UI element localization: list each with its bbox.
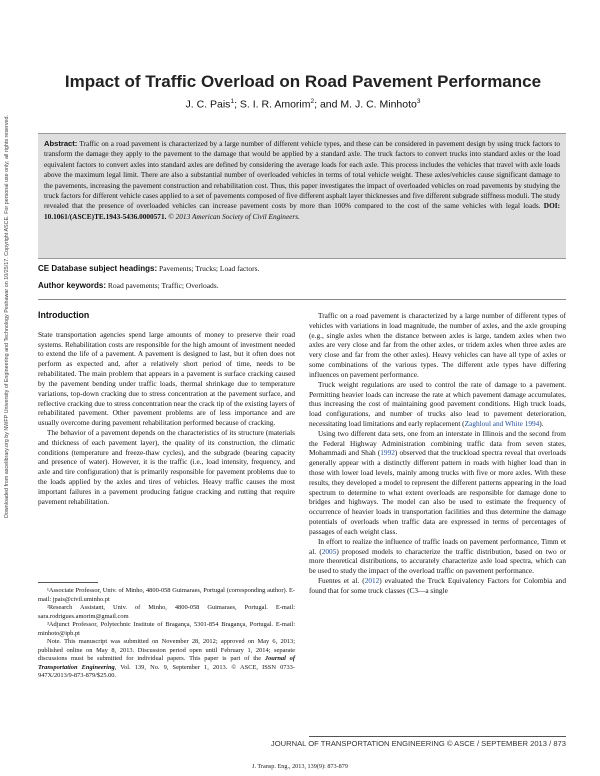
citation-link[interactable]: 1992 — [380, 448, 395, 458]
journal-name: Journal of Transportation Engineering — [38, 655, 295, 671]
footnotes — [38, 582, 295, 681]
paragraph: Fuentes et al. (2012) evaluated the Truck Equivalency Factors for Colombia and found that for some truck classes (C3—a single — [309, 575, 566, 595]
paragraph: In effort to realize the influence of traffic loads on pavement performance, Timm et al. (2005) proposed models to characterize the traffic distribution, based on two or more theoretical distributions, to accurately characterize axle load spectra, which can be used to study the impact of the overload traffic on pavement performance. — [309, 536, 566, 576]
footer-rule — [309, 736, 566, 737]
citation-line: J. Transp. Eng., 2013, 139(9): 873-879 — [252, 763, 348, 770]
paragraph: Using two different data sets, one from an interstate in Illinois and the second from the Federal Highway Administration combining traffic data from seven states, Mohammadi and Shah (1992) observed that the truckload spectra reveal that overloads generally appear with a distinctly different pattern in roads with higher load than in those with lower load levels, mainly among trucks with five or more axles. With these results, they developed a model to represent the different patterns appearing in the load spectrum to determine to what extent overloads are responsible for damage done to bridges and highways. The model can also be used to estimate the frequency of occurrence of heavier loads in transportation facilities and thus determine the damage potentials of overloads when traffic data are expressed in terms of percentages of passages of each weight class. — [309, 428, 566, 536]
author-list: J. C. Pais$^1$; S. I. R. Amorim$^2$; and M. J. C. Minhoto$^3$ — [185, 98, 421, 111]
footnote: ²Research Assistant, Univ. of Minho, 4800-058 Guimaraes, Portugal. E-mail: sara.rodrigues.amorim@gmail.com — [38, 604, 295, 620]
doi-link[interactable]: DOI: 10.1061/(ASCE)TE.1943-5436.0000571. — [44, 201, 561, 221]
right-column — [309, 311, 566, 596]
author-name: J. C. Pais — [185, 98, 231, 111]
paragraph: Truck weight regulations are used to control the rate of damage to a pavement. Permitting heavier loads can increase the rate at which pavement damage accumulates, thus increasing the cost of maintaining good pavement conditions. High truck loads, load configurations, and number of trucks also lead to pavement deterioration, necessitating load limitations and early replacement (Zaghloul and White 1994). — [309, 379, 566, 428]
paper-title: Impact of Traffic Overload on Road Pavement Performance — [64, 72, 542, 91]
citation-link[interactable]: Zaghloul and White 1994 — [464, 418, 540, 428]
author-name: M. J. C. Minhoto — [340, 98, 417, 111]
citation-link[interactable]: 2012 — [364, 575, 380, 585]
download-notice: Downloaded from ascelibrary.org by NWFP University of Engineering and Technology Peshawar on 10/25/17. Copyright ASCE. For personal use only; all rights reserved. — [4, 114, 10, 518]
author-affiliation-mark: 3 — [416, 98, 421, 105]
abstract-box — [38, 133, 566, 259]
author-affiliation-mark: 1 — [230, 98, 235, 105]
abstract-text: Traffic on a road pavement is characterized by a large number of different vehicle types, and these can be considered in pavement design by using truck factors to transform the damage they apply to the pavement to the damage that would be applied by a standard axle. The truck factors to convert trucks into standard axles or the load equivalent factors to convert axles into standard axles are defined by considering the average loads for each axle. This process includes the vehicles that travel with axle loads above the maximum legal limit. There are also a substantial number of overloaded vehicles in terms of total vehicle weight. These axles/vehicles cause significant damage to the pavements, increasing the pavement construction and rehabilitation cost. Thus, this paper investigates the impact of overloaded vehicles on road pavements by studying the truck factors for different vehicle cases applied to a set of pavements composed of five different asphalt layer thicknesses and five different subgrade stiffness moduli. The study revealed that the presence of overloaded vehicles can increase pavement costs by more than 100% compared to the cost of the same vehicles with legal loads. — [44, 139, 560, 211]
subject-headings-label: CE Database subject headings: — [38, 264, 158, 273]
footnote: ¹Associate Professor, Univ. of Minho, 4800-058 Guimaraes, Portugal (corresponding author). E-mail: jpais@civil.uminho.pt — [38, 587, 295, 603]
section-divider — [38, 299, 566, 300]
paragraph: The behavior of a pavement depends on the characteristics of its structure (materials and thickness of each pavement layer), the quality of its construction, the climatic conditions (temperature and freeze-thaw cycles), and the subgrade (bearing capacity and presence of water). However, it is the traffic (i.e., load intensity, frequency, and axle and tire configuration) that is primarily responsible for pavement problems due to the loads applied by the axles and tires of vehicles. Heavy traffic causes the most important failures in a pavement producing fatigue cracking and rutting that require pavement rehabilitation. — [38, 427, 295, 506]
footnote-note: Note. This manuscript was submitted on November 28, 2012; approved on May 6, 2013; published online on May 8, 2013. Discussion period open until February 1, 2014; separate discussions must be submitted for individual papers. This paper is part of the Journal of Transportation Engineering, Vol. 139, No. 9, September 1, 2013. © ASCE, ISSN 0733-947X/2013/9-873-879/$25.00. — [38, 638, 296, 680]
footnote: ³Adjunct Professor, Polytechnic Institute of Bragança, 5301-854 Bragança, Portugal. E-mail: minhoto@ipb.pt — [38, 621, 295, 637]
copyright-notice: © 2013 American Society of Civil Engineers. — [168, 211, 300, 221]
running-footer: JOURNAL OF TRANSPORTATION ENGINEERING © ASCE / SEPTEMBER 2013 / 873 — [270, 739, 566, 748]
author-keywords-label: Author keywords: — [38, 281, 107, 290]
footnote-rule — [38, 582, 98, 583]
section-heading: Introduction — [38, 310, 90, 320]
subject-headings-text: Pavements; Trucks; Load factors. — [159, 264, 260, 273]
author-keywords — [38, 281, 566, 290]
subject-headings — [38, 264, 566, 273]
author-affiliation-mark: 2 — [310, 98, 315, 105]
left-column — [38, 311, 295, 506]
abstract-label: Abstract: — [44, 139, 78, 148]
citation-link[interactable]: 2005 — [321, 546, 337, 556]
paragraph: State transportation agencies spend large amounts of money to preserve their road systems. Rehabilitation costs are responsible for the high amount of investment needed to extend the life of a pavement. A pavement is designed to last, but it often does not perform as expected and, after a relatively short period of time, needs to be rehabilitated. The main problem that appears in a pavement is surface cracking caused by the pavement bending under traffic loads, thermal shrinkage due to temperature variations, top-down cracking due to stress concentration at the pavement surface, and reflective cracking due to stress concentration near the crack tip of the existing layers of rehabilitated pavement. Other pavement problems are of less importance and are usually overcome during pavement rehabilitation performed because of cracking. — [38, 329, 295, 428]
author-name: S. I. R. Amorim — [239, 98, 311, 111]
author-keywords-text: Road pavements; Traffic; Overloads. — [107, 281, 219, 290]
paragraph: Traffic on a road pavement is characterized by a large number of different types of vehicles with variations in load magnitude, the number of axles, and the axle grouping (e.g., single axles when the distance between axles is large, tandem axles when two axles are very close and far from the other axles, or tridem axles when three axles are very close and far from the other axles). Heavy vehicles can have all type of axles or some combinations of the various types. The different axle types have differing influences on pavement performance. — [309, 311, 566, 379]
